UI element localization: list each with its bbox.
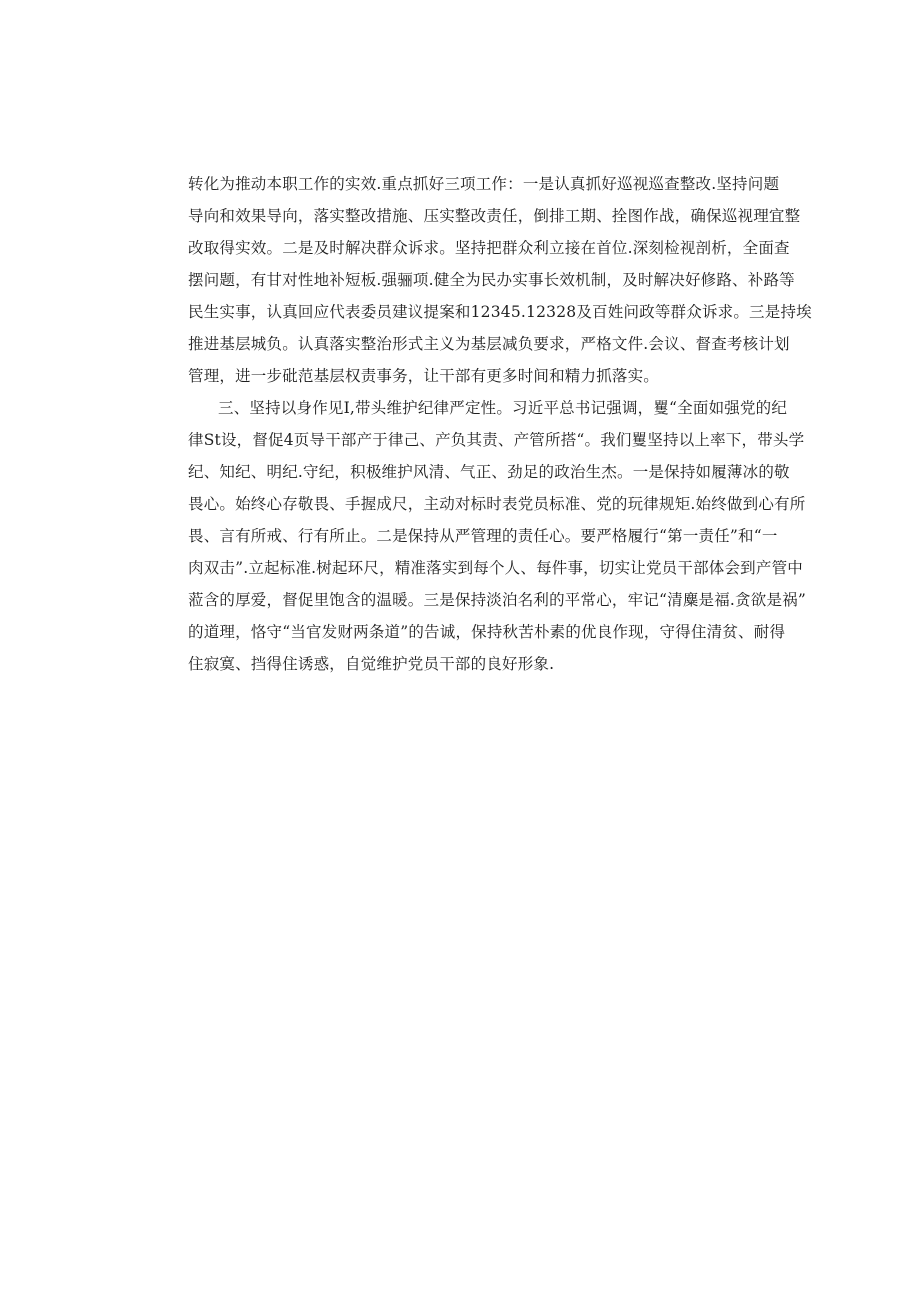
text-line: 民生实事，认真回应代表委员建议提案和12345.12328及百姓问政等群众诉求。三是持埃 (188, 303, 812, 321)
text-line: 导向和效果导向，落实整改措施、压实整改责任，倒排工期、拴图作战，确保巡视理宜整 (188, 207, 801, 225)
document-body (188, 168, 812, 680)
text-line: 的道理，恪守“当官发财两条道”的告诚，保持秋苦朴素的优良作现，守得住清贫、耐得 (188, 623, 786, 641)
text-line: 管理，进一步砒范基层权责事务，让干部有更多时间和精力抓落实。 (188, 367, 660, 385)
text-line: 律St设，督促4页导干部产于律己、产负其责、产管所搭“。我们矍坚持以上率下，带头学 (188, 431, 805, 449)
text-line: 改取得实效。二是及时解决群众诉求。坚持把群众利立接在首位.深刻检视剖析，全面查 (188, 239, 790, 257)
paragraph-1 (188, 168, 812, 392)
text-line: 蒞含的厚爱，督促里饱含的温暖。三是保持淡泊名利的平常心，牢记“清麋是福.贪欲是祸” (188, 591, 806, 609)
text-line: 畏心。始终心存敬畏、手握成尺，主动对标时表党员标准、党的玩律规矩.始终做到心有所 (188, 495, 806, 513)
text-line: 畏、言有所戒、行有所止。二是保持从严管理的责任心。要严格履行“第一责任”和“一 (188, 527, 778, 545)
text-line: 肉双击”.立起标准.树起环尺，精准落实到每个人、每件事，切实让党员干部体会到产管中 (188, 559, 803, 577)
paragraph-2 (188, 392, 806, 680)
text-line: 转化为推动本职工作的实效.重点抓好三项工作：一是认真抓好巡视巡查整改.坚持问题 (188, 175, 780, 193)
text-line: 推进基层城负。认真落实整治形式主义为基层减负要求，严格文件.会议、督查考核计划 (188, 335, 790, 353)
text-line: 摆问题，有甘对性地补短板.强骊项.健全为民办实事长效机制，及时解决好修路、补路等 (188, 271, 795, 289)
section-heading-line: 三、坚持以身作见I,带头维护纪律严定性。习近平总书记强调，矍“全面如强党的纪 (218, 399, 788, 417)
text-line: 住寂寞、挡得住诱惑，自觉维护党员干部的良好形象. (188, 655, 555, 673)
text-line: 纪、知纪、明纪.守纪，积极维护风清、气正、劲足的政治生杰。一是保持如履薄冰的敬 (188, 463, 790, 481)
